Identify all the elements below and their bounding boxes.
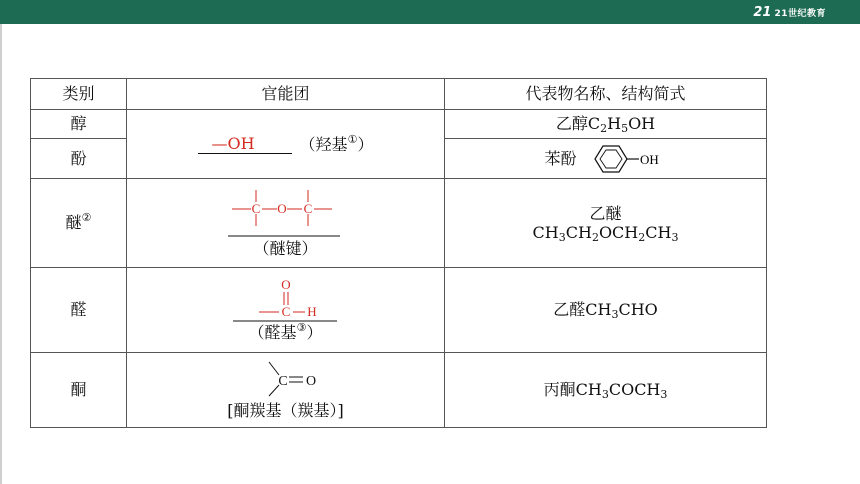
svg-text:O: O xyxy=(280,277,291,293)
category-alcohol: 醇 xyxy=(31,110,127,139)
aldehyde-structure xyxy=(231,277,341,323)
header-category: 类别 xyxy=(31,79,127,110)
table-row xyxy=(31,353,767,428)
ether-group-cell xyxy=(127,179,445,268)
svg-text:H: H xyxy=(306,304,317,320)
brand-logo xyxy=(753,2,826,22)
category-phenol: 酚 xyxy=(31,139,127,179)
svg-text:C: C xyxy=(251,201,260,217)
logo-mark: 21 xyxy=(753,4,772,20)
benzene-ring-icon xyxy=(587,143,667,175)
table-row xyxy=(31,268,767,353)
category-ketone: 酮 xyxy=(31,353,127,428)
rep-phenol: 苯酚 OH xyxy=(445,139,767,179)
hydroxyl-label: （羟基①） xyxy=(299,132,374,154)
category-aldehyde: 醛 xyxy=(31,268,127,353)
aldehyde-group-label: （醛基③） xyxy=(248,321,323,343)
slide-left-border xyxy=(0,24,2,484)
ketone-group-cell xyxy=(127,353,445,428)
svg-text:OH: OH xyxy=(639,151,659,167)
svg-text:C: C xyxy=(281,304,290,320)
hydroxyl-formula: —OH xyxy=(198,134,292,154)
table-row xyxy=(31,179,767,268)
svg-text:O: O xyxy=(276,201,287,217)
header-representative: 代表物名称、结构简式 xyxy=(445,79,767,110)
svg-text:C: C xyxy=(303,201,312,217)
header-functional-group: 官能团 xyxy=(127,79,445,110)
category-ether: 醚② xyxy=(31,179,127,268)
svg-text:O: O xyxy=(305,374,316,390)
rep-ketone: 丙酮$CH_3COCH_3$ xyxy=(445,353,767,428)
table-row xyxy=(31,110,767,139)
table-header-row xyxy=(31,79,767,110)
functional-group-table xyxy=(30,78,767,428)
hydroxyl-group-cell xyxy=(127,110,445,179)
rep-ethanol: 乙醇$C_2H_5OH$ xyxy=(445,110,767,139)
aldehyde-group-cell xyxy=(127,268,445,353)
header-bar xyxy=(0,0,860,24)
ether-structure xyxy=(226,187,346,239)
ether-group-label: （醚键） xyxy=(253,239,318,259)
svg-text:C: C xyxy=(277,374,288,390)
ketone-structure xyxy=(241,359,331,401)
rep-ether: 乙醚 $CH_3CH_2OCH_2CH_3$ xyxy=(445,179,767,268)
rep-aldehyde: 乙醛$CH_3CHO$ xyxy=(445,268,767,353)
logo-text: 21世纪教育 xyxy=(774,8,826,19)
ketone-group-label: [酮羰基（羰基）] xyxy=(227,401,344,421)
